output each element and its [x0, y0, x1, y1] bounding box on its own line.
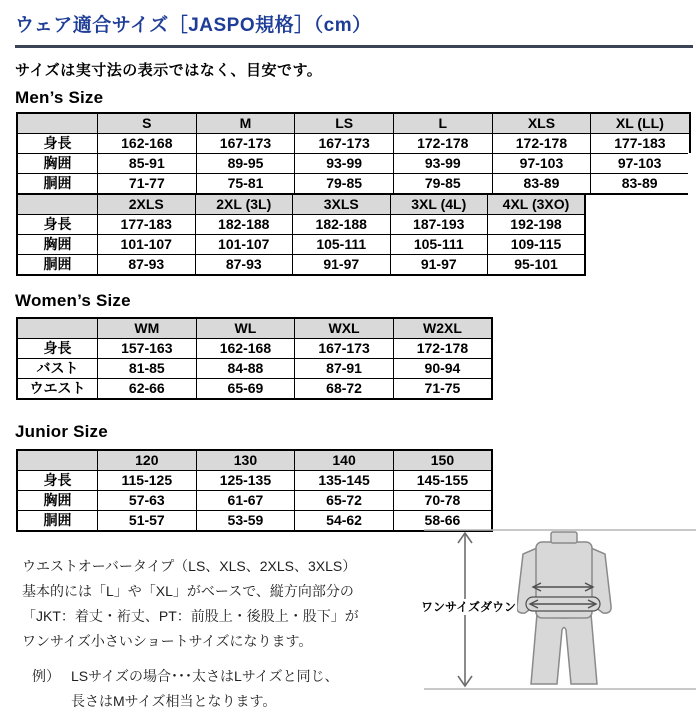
- size-value-cell: 70-78: [393, 491, 492, 511]
- size-column-header: L: [393, 113, 492, 134]
- size-value-cell: 105-111: [293, 235, 391, 255]
- size-value-cell: 91-97: [390, 255, 488, 276]
- size-column-header: S: [98, 113, 197, 134]
- one-size-down-diagram: [421, 526, 698, 696]
- size-value-cell: 167-173: [295, 133, 394, 153]
- page-title: ウェア適合サイズ［JASPO規格］（cm）: [15, 15, 372, 36]
- mens-size-table-upper: [16, 112, 691, 195]
- example-text: [71, 664, 339, 714]
- size-value-cell: 145-155: [393, 471, 492, 491]
- size-value-cell: 167-173: [196, 133, 295, 153]
- size-value-cell: 125-135: [196, 471, 295, 491]
- size-column-header: 2XL (3L): [195, 194, 293, 215]
- size-column-header: WL: [196, 318, 295, 339]
- size-value-cell: 97-103: [492, 153, 591, 173]
- size-value-cell: 65-72: [295, 491, 394, 511]
- row-label: 身長: [17, 215, 98, 235]
- corner-cell: [17, 318, 98, 339]
- size-disclaimer: サイズは実寸法の表示ではなく、目安です。: [15, 61, 323, 79]
- size-value-cell: 172-178: [393, 133, 492, 153]
- size-value-cell: 90-94: [393, 359, 492, 379]
- title-underline: [15, 45, 693, 48]
- size-value-cell: 167-173: [295, 339, 394, 359]
- size-column-header: M: [196, 113, 295, 134]
- row-label: バスト: [17, 359, 98, 379]
- size-value-cell: 51-57: [98, 511, 197, 532]
- size-column-header: 150: [393, 450, 492, 471]
- size-value-cell: 135-145: [295, 471, 394, 491]
- row-label: 胴囲: [17, 255, 98, 276]
- corner-cell: [17, 450, 98, 471]
- size-value-cell: 75-81: [196, 173, 295, 194]
- size-value-cell: 157-163: [98, 339, 197, 359]
- size-value-cell: 68-72: [295, 379, 394, 400]
- junior-size-heading: Junior Size: [15, 422, 108, 441]
- size-value-cell: 79-85: [295, 173, 394, 194]
- womens-size-heading: Women’s Size: [15, 291, 131, 310]
- size-value-cell: 85-91: [98, 153, 197, 173]
- size-column-header: 3XL (4L): [390, 194, 488, 215]
- row-label: 胸囲: [17, 153, 98, 173]
- size-value-cell: 192-198: [488, 215, 586, 235]
- size-column-header: 3XLS: [293, 194, 391, 215]
- row-label: 身長: [17, 133, 98, 153]
- size-value-cell: 101-107: [195, 235, 293, 255]
- example-line-1: LSサイズの場合･･･太さはLサイズと同じ、: [71, 668, 339, 684]
- size-value-cell: 71-77: [98, 173, 197, 194]
- corner-cell: [17, 194, 98, 215]
- row-label: 胸囲: [17, 235, 98, 255]
- size-value-cell: 105-111: [390, 235, 488, 255]
- size-value-cell: 109-115: [488, 235, 586, 255]
- size-value-cell: 53-59: [196, 511, 295, 532]
- size-column-header: 140: [295, 450, 394, 471]
- size-column-header: WM: [98, 318, 197, 339]
- womens-size-table: [16, 317, 493, 400]
- size-value-cell: 54-62: [295, 511, 394, 532]
- size-column-header: 120: [98, 450, 197, 471]
- size-value-cell: 83-89: [591, 173, 690, 194]
- example-line-2: 長さはMサイズ相当となります。: [71, 693, 277, 709]
- size-value-cell: 65-69: [196, 379, 295, 400]
- size-value-cell: 97-103: [591, 153, 690, 173]
- size-value-cell: 61-67: [196, 491, 295, 511]
- size-value-cell: 62-66: [98, 379, 197, 400]
- size-value-cell: 162-168: [196, 339, 295, 359]
- size-value-cell: 172-178: [393, 339, 492, 359]
- size-value-cell: 162-168: [98, 133, 197, 153]
- size-value-cell: 91-97: [293, 255, 391, 276]
- pants: [531, 614, 597, 684]
- one-size-down-label: ワンサイズダウン: [421, 600, 517, 614]
- size-column-header: WXL: [295, 318, 394, 339]
- size-value-cell: 187-193: [390, 215, 488, 235]
- size-value-cell: 81-85: [98, 359, 197, 379]
- size-value-cell: 87-93: [98, 255, 196, 276]
- size-column-header: XL (LL): [591, 113, 690, 134]
- size-column-header: 2XLS: [98, 194, 196, 215]
- size-value-cell: 115-125: [98, 471, 197, 491]
- size-value-cell: 71-75: [393, 379, 492, 400]
- collar: [551, 532, 577, 543]
- row-label: 胸囲: [17, 491, 98, 511]
- note-line-4: ワンサイズ小さいショートサイズになります。: [22, 633, 313, 649]
- size-value-cell: 83-89: [492, 173, 591, 194]
- size-value-cell: 101-107: [98, 235, 196, 255]
- size-column-header: LS: [295, 113, 394, 134]
- example-prefix: 例）: [32, 668, 60, 684]
- size-value-cell: 84-88: [196, 359, 295, 379]
- size-value-cell: 87-91: [295, 359, 394, 379]
- size-value-cell: 182-188: [293, 215, 391, 235]
- size-value-cell: 87-93: [195, 255, 293, 276]
- size-value-cell: 93-99: [393, 153, 492, 173]
- size-value-cell: 89-95: [196, 153, 295, 173]
- note-line-1: ウエストオーバータイプ（LS、XLS、2XLS、3XLS）: [22, 558, 357, 574]
- size-column-header: W2XL: [393, 318, 492, 339]
- row-label: 胴囲: [17, 173, 98, 194]
- size-value-cell: 177-183: [98, 215, 196, 235]
- note-line-2: 基本的には「L」や「XL」がベースで、縦方向部分の: [22, 583, 354, 599]
- size-value-cell: 182-188: [195, 215, 293, 235]
- mens-size-table-lower: [16, 193, 586, 276]
- size-column-header: 130: [196, 450, 295, 471]
- row-label: ウエスト: [17, 379, 98, 400]
- row-label: 胴囲: [17, 511, 98, 532]
- size-column-header: XLS: [492, 113, 591, 134]
- size-value-cell: 95-101: [488, 255, 586, 276]
- mens-size-heading: Men’s Size: [15, 87, 104, 107]
- size-value-cell: 57-63: [98, 491, 197, 511]
- size-value-cell: 172-178: [492, 133, 591, 153]
- junior-size-table: [16, 449, 493, 532]
- corner-cell: [17, 113, 98, 134]
- size-value-cell: 58-66: [393, 511, 492, 532]
- note-line-3: 「JKT：着丈・裄丈、PT：前股上・後股上・股下」が: [22, 608, 359, 624]
- row-label: 身長: [17, 471, 98, 491]
- size-value-cell: 93-99: [295, 153, 394, 173]
- size-value-cell: 79-85: [393, 173, 492, 194]
- size-column-header: 4XL (3XO): [488, 194, 586, 215]
- row-label: 身長: [17, 339, 98, 359]
- size-value-cell: 177-183: [591, 133, 690, 153]
